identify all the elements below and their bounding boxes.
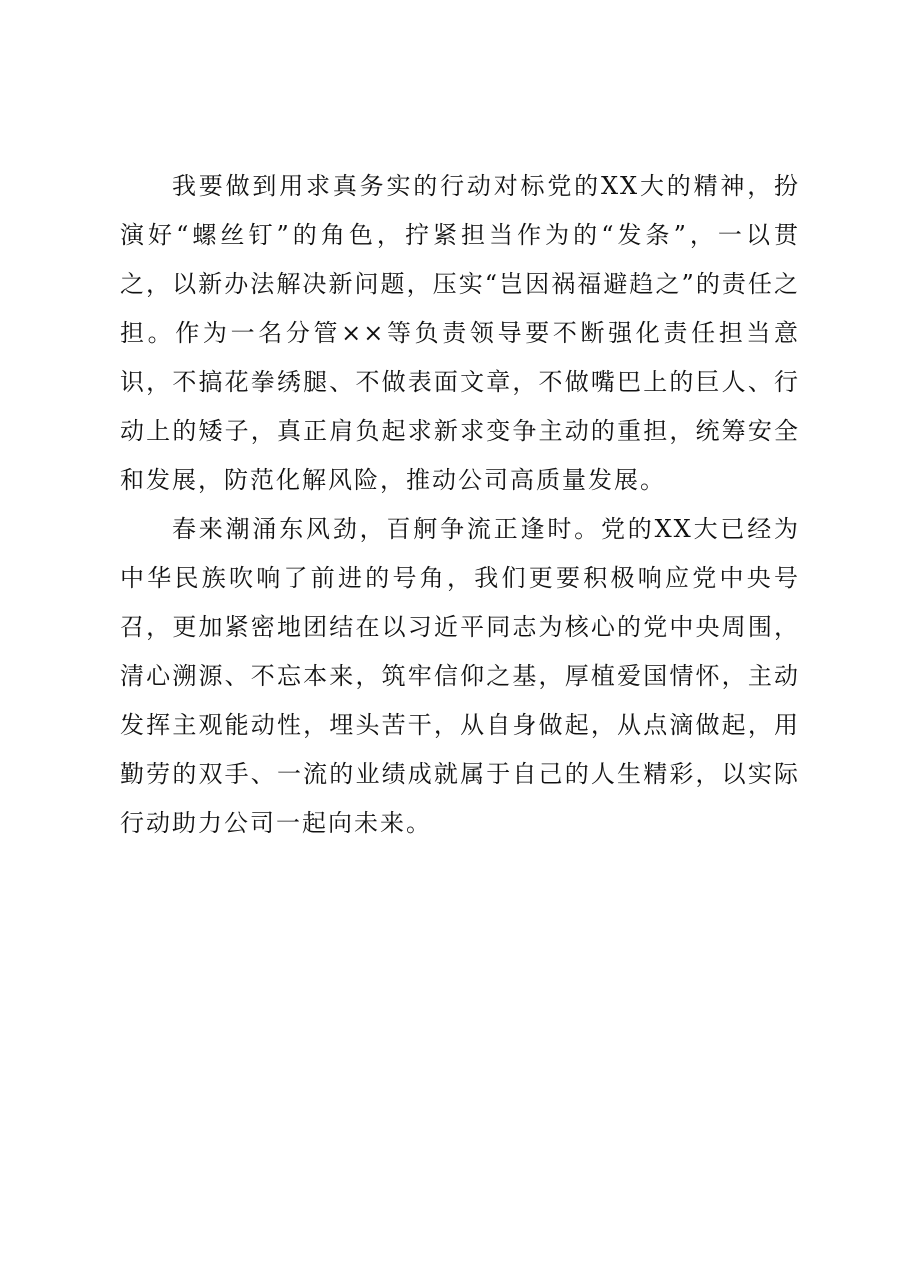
document-body	[120, 162, 800, 848]
paragraph-2: 春来潮涌东风劲，百舸争流正逢时。党的XX大已经为中华民族吹响了前进的号角，我们更要积极响应党中央号召，更加紧密地团结在以习近平同志为核心的党中央周围，清心溯源、不忘本来，筑牢信仰之基，厚植爱国情怀，主动发挥主观能动性，埋头苦干，从自身做起，从点滴做起，用勤劳的双手、一流的业绩成就属于自己的人生精彩，以实际行动助力公司一起向未来。	[120, 515, 800, 837]
paragraph-1: 我要做到用求真务实的行动对标党的XX大的精神，扮演好“螺丝钉”的角色，拧紧担当作为的“发条”，一以贯之，以新办法解决新问题，压实“岂因祸福避趋之”的责任之担。作为一名分管××等负责领导要不断强化责任担当意识，不搞花拳绣腿、不做表面文章，不做嘴巴上的巨人、行动上的矮子，真正肩负起求新求变争主动的重担，统筹安全和发展，防范化解风险，推动公司高质量发展。	[120, 172, 800, 494]
